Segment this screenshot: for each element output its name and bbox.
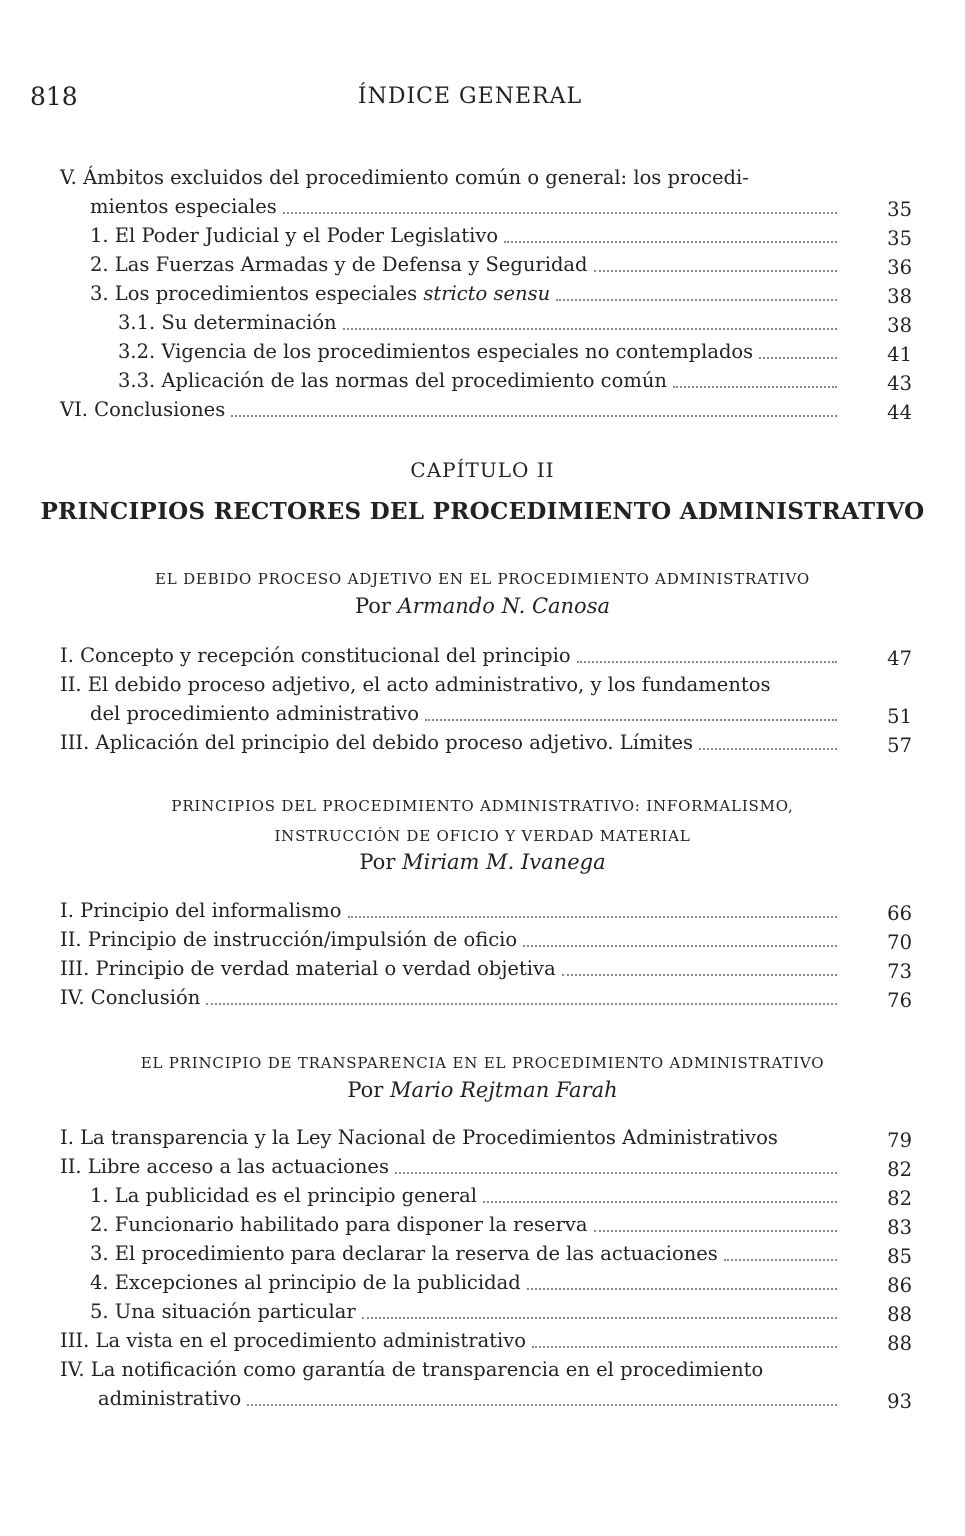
toc-entry[interactable] [60, 250, 912, 279]
leader-dots [483, 1201, 837, 1203]
leader-dots [425, 719, 837, 721]
toc-entry[interactable] [60, 641, 912, 670]
toc-entry-label: I. Concepto y recepción constitucional del principio [60, 641, 573, 670]
toc-page-number: 38 [887, 285, 912, 308]
toc-page-number: 82 [887, 1187, 912, 1210]
toc-entry-label: 2. Las Fuerzas Armadas y de Defensa y Seguridad [90, 250, 590, 279]
section-heading: EL PRINCIPIO DE TRANSPARENCIA EN EL PROCEDIMIENTO ADMINISTRATIVO [140, 1054, 825, 1072]
toc-entry[interactable] [60, 1152, 912, 1181]
toc-entry[interactable] [60, 163, 912, 192]
leader-dots [699, 748, 837, 750]
leader-dots [504, 241, 837, 243]
toc-entry[interactable] [60, 395, 912, 424]
toc-entry[interactable] [60, 221, 912, 250]
section-author: Por Armando N. Canosa [354, 594, 610, 618]
leader-dots [556, 299, 837, 301]
toc-entry-label: 2. Funcionario habilitado para disponer la reserva [90, 1210, 590, 1239]
toc-entry[interactable] [60, 1268, 912, 1297]
leader-dots [247, 1404, 837, 1406]
author-name: Armando N. Canosa [397, 594, 610, 618]
toc-section-3 [60, 1123, 912, 1413]
toc-page-number: 66 [887, 902, 912, 925]
toc-entry[interactable] [60, 279, 912, 308]
toc-page-number: 82 [887, 1158, 912, 1181]
toc-page-number: 88 [887, 1332, 912, 1355]
toc-page-number: 86 [887, 1274, 912, 1297]
toc-entry-label: III. Principio de verdad material o verdad objetiva [60, 954, 558, 983]
toc-page-number: 44 [887, 401, 912, 424]
toc-entry-label: mientos especiales [90, 192, 279, 221]
toc-entry[interactable] [60, 983, 912, 1012]
toc-entry[interactable] [60, 308, 912, 337]
toc-entry-label: III. La vista en el procedimiento administrativo [60, 1326, 528, 1355]
leader-dots [594, 270, 837, 272]
toc-page-number: 93 [887, 1390, 912, 1413]
toc-page-number: 79 [887, 1129, 912, 1152]
toc-entry-label: V. Ámbitos excluidos del procedimiento común o general: los procedi- [60, 163, 751, 192]
toc-page-number: 35 [887, 198, 912, 221]
toc-entry-label: IV. La notificación como garantía de transparencia en el procedimiento [60, 1355, 765, 1384]
toc-page-number: 85 [887, 1245, 912, 1268]
toc-entry-label: I. La transparencia y la Ley Nacional de Procedimientos Administrativos [60, 1123, 780, 1152]
author-name: Mario Rejtman Farah [389, 1078, 618, 1102]
toc-entry-label: 3.3. Aplicación de las normas del procedimiento común [118, 366, 669, 395]
toc-entry[interactable] [60, 1355, 912, 1384]
toc-entry-continuation[interactable] [60, 192, 912, 221]
toc-entry[interactable] [60, 925, 912, 954]
leader-dots [724, 1259, 837, 1261]
toc-page-number: 88 [887, 1303, 912, 1326]
toc-entry[interactable] [60, 670, 912, 699]
leader-dots [562, 974, 837, 976]
toc-entry[interactable] [60, 728, 912, 757]
toc-entry-label: 3.1. Su determinación [118, 308, 339, 337]
leader-dots [594, 1230, 837, 1232]
toc-entry-label: I. Principio del informalismo [60, 896, 344, 925]
leader-dots [395, 1172, 837, 1174]
toc-entry-label: II. Principio de instrucción/impulsión de oficio [60, 925, 519, 954]
toc-entry-continuation[interactable] [60, 699, 912, 728]
toc-entry-label: 3.2. Vigencia de los procedimientos especiales no contemplados [118, 337, 755, 366]
toc-page-number: 57 [887, 734, 912, 757]
toc-page-number: 83 [887, 1216, 912, 1239]
toc-entry[interactable] [60, 1123, 912, 1152]
toc-entry-label: 3. El procedimiento para declarar la reserva de las actuaciones [90, 1239, 720, 1268]
leader-dots [759, 357, 837, 359]
toc-page-number: 70 [887, 931, 912, 954]
toc-entry-label: administrativo [98, 1384, 243, 1413]
toc-entry[interactable] [60, 1326, 912, 1355]
leader-dots [283, 212, 837, 214]
toc-page-number: 47 [887, 647, 912, 670]
leader-dots [231, 415, 837, 417]
toc-section-1 [60, 641, 912, 757]
running-title: ÍNDICE GENERAL [357, 84, 583, 109]
toc-page-number: 41 [887, 343, 912, 366]
toc-entry[interactable] [60, 954, 912, 983]
chapter-title: PRINCIPIOS RECTORES DEL PROCEDIMIENTO ADMINISTRATIVO [40, 498, 925, 525]
toc-page-number: 38 [887, 314, 912, 337]
toc-entry-label: IV. Conclusión [60, 983, 202, 1012]
toc-entry-label: VI. Conclusiones [60, 395, 227, 424]
toc-entry-label: II. Libre acceso a las actuaciones [60, 1152, 391, 1181]
toc-page-number: 36 [887, 256, 912, 279]
toc-page-number: 43 [887, 372, 912, 395]
toc-page-number: 76 [887, 989, 912, 1012]
section-author: Por Mario Rejtman Farah [347, 1078, 618, 1102]
toc-page-number: 51 [887, 705, 912, 728]
toc-entry-label: del procedimiento administrativo [90, 699, 421, 728]
leader-dots [527, 1288, 837, 1290]
toc-entry-label: III. Aplicación del principio del debido proceso adjetivo. Límites [60, 728, 695, 757]
section-heading: EL DEBIDO PROCESO ADJETIVO EN EL PROCEDIMIENTO ADMINISTRATIVO [155, 570, 810, 588]
toc-page-number: 73 [887, 960, 912, 983]
toc-entry-label: 5. Una situación particular [90, 1297, 358, 1326]
toc-entry[interactable] [60, 896, 912, 925]
toc-page-number: 35 [887, 227, 912, 250]
chapter-label: CAPÍTULO II [410, 458, 555, 482]
toc-entry[interactable] [60, 366, 912, 395]
toc-entry[interactable] [60, 337, 912, 366]
author-name: Miriam M. Ivanega [402, 850, 606, 874]
toc-entry-label: 1. La publicidad es el principio general [90, 1181, 479, 1210]
leader-dots [362, 1317, 837, 1319]
leader-dots [348, 916, 837, 918]
page-header [30, 82, 910, 116]
toc-entry-continuation[interactable] [60, 1384, 912, 1413]
section-heading-line2: INSTRUCCIÓN DE OFICIO Y VERDAD MATERIAL [274, 827, 691, 845]
toc-entry[interactable] [60, 1297, 912, 1326]
toc-entry[interactable] [60, 1210, 912, 1239]
toc-prev-section [60, 163, 912, 424]
leader-dots [523, 945, 837, 947]
toc-entry-label: 1. El Poder Judicial y el Poder Legislativo [90, 221, 500, 250]
toc-entry[interactable] [60, 1181, 912, 1210]
section-author: Por Miriam M. Ivanega [359, 850, 606, 874]
page-number: 818 [30, 82, 78, 111]
toc-entry-label: 4. Excepciones al principio de la publicidad [90, 1268, 523, 1297]
leader-dots [577, 661, 837, 663]
leader-dots [206, 1003, 837, 1005]
toc-entry[interactable] [60, 1239, 912, 1268]
toc-entry-italic: stricto sensu [423, 282, 551, 305]
leader-dots [673, 386, 837, 388]
leader-dots [343, 328, 837, 330]
toc-entry-label: II. El debido proceso adjetivo, el acto administrativo, y los fundamentos [60, 670, 772, 699]
toc-section-2 [60, 896, 912, 1012]
section-heading: PRINCIPIOS DEL PROCEDIMIENTO ADMINISTRATIVO: INFORMALISMO, [171, 797, 794, 815]
leader-dots [532, 1346, 837, 1348]
toc-entry-label: 3. Los procedimientos especiales stricto sensu [90, 279, 552, 308]
